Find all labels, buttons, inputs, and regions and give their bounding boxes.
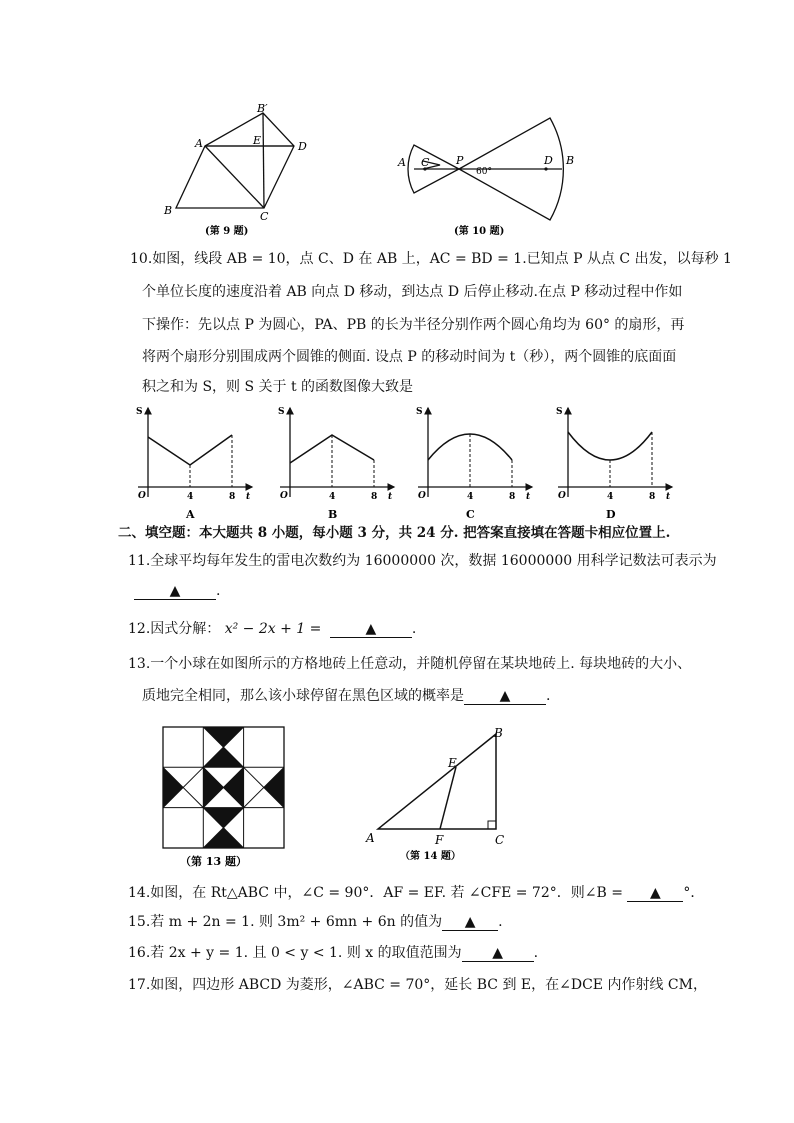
q10-line-1: 10.如图，线段 AB = 10，点 C、D 在 AB 上，AC = BD = 1.已知点 P 从点 C 出发，以每秒 1	[130, 251, 732, 267]
option-b-o: O	[280, 491, 288, 501]
q10-line-5: 积之和为 S，则 S 关于 t 的函数图像大致是	[142, 379, 414, 395]
q15-end: .	[498, 914, 503, 930]
option-d-o: O	[558, 491, 566, 501]
q15-line	[128, 913, 503, 931]
option-c-t4: 4	[467, 492, 474, 502]
option-b-t4: 4	[329, 492, 336, 502]
fig14-label-a: A	[366, 831, 375, 845]
option-a-o: O	[138, 491, 146, 501]
q16-end: .	[533, 945, 539, 961]
q13-line-2	[142, 687, 550, 705]
fig10-label-p: P	[456, 154, 464, 167]
q11-answer	[134, 582, 220, 600]
option-d-label: D	[606, 508, 616, 521]
fig14-label-b: B	[494, 726, 503, 740]
fig10-label-a: A	[398, 156, 406, 169]
option-a-label: A	[186, 508, 195, 521]
q14-blank[interactable]: ▲	[627, 885, 683, 902]
option-d-t: t	[666, 492, 671, 502]
q10-option-graphs	[128, 402, 688, 522]
q16-text: 16.若 2x + y = 1. 且 0 < y < 1. 则 x 的取值范围为	[128, 945, 462, 961]
option-c-t8: 8	[509, 492, 516, 502]
fig10-caption: (第 10 题)	[454, 226, 505, 237]
fig9-caption: (第 9 题)	[205, 226, 249, 237]
option-c-label: C	[466, 508, 475, 521]
figure-9	[160, 100, 320, 240]
fig9-label-d: D	[298, 140, 307, 153]
q11-end: .	[216, 583, 221, 599]
figure-14	[360, 722, 520, 867]
q16-line	[128, 944, 538, 962]
fig9-label-b: B	[164, 204, 173, 217]
option-c-s: S	[416, 407, 423, 417]
q10-line-2: 个单位长度的速度沿着 AB 向点 D 移动，到达点 D 后停止移动.在点 P 移动过程中作如	[142, 284, 683, 300]
option-b-t: t	[388, 492, 393, 502]
fig10-label-d: D	[544, 154, 553, 167]
fig14-label-f: F	[435, 833, 444, 847]
q13-line-1: 13.一个小球在如图所示的方格地砖上任意动，并随机停留在某块地砖上. 每块地砖的大小、	[128, 656, 692, 672]
section-2-heading: 二、填空题：本大题共 8 小题，每小题 3 分，共 24 分. 把答案直接填在答题卡相应位置上.	[118, 525, 671, 541]
option-a-t8: 8	[229, 492, 236, 502]
option-d-t4: 4	[607, 492, 614, 502]
q10-line-4: 将两个扇形分别围成两个圆锥的侧面. 设点 P 的移动时间为 t（秒），两个圆锥的底面面	[142, 349, 677, 365]
fig14-label-c: C	[495, 833, 505, 847]
q13-end: .	[546, 688, 551, 704]
fig9-label-e: E	[253, 134, 262, 147]
q12-expr: x² − 2x + 1 =	[224, 621, 322, 637]
q14-text: 14.如图，在 Rt△ABC 中，∠C = 90°．AF = EF. 若 ∠CFE = 72°．则∠B =	[128, 885, 623, 901]
option-a-s: S	[136, 407, 143, 417]
fig14-caption: （第 14 题）	[400, 851, 461, 862]
q15-blank[interactable]: ▲	[442, 914, 498, 931]
fig10-label-c: C	[421, 156, 430, 169]
fig10-label-angle: 60°	[476, 167, 492, 177]
option-b-label: B	[328, 508, 338, 521]
option-c-t: t	[526, 492, 531, 502]
option-a-t: t	[246, 492, 251, 502]
fig13-caption: （第 13 题）	[180, 855, 247, 868]
q13-blank[interactable]: ▲	[464, 688, 546, 705]
figure-13	[158, 722, 288, 872]
option-c-graph	[416, 407, 532, 521]
option-d-s: S	[556, 407, 563, 417]
q11-line-1: 11.全球平均每年发生的雷电次数约为 16000000 次，数据 16000000 用科学记数法可表示为	[128, 553, 717, 569]
fig9-label-c: C	[260, 210, 269, 223]
option-d-t8: 8	[649, 492, 656, 502]
q12-prefix: 12.因式分解：	[128, 621, 221, 637]
q10-line-3: 下操作：先以点 P 为圆心，PA、PB 的长为半径分别作两个圆心角均为 60° 的扇形，再	[142, 317, 685, 333]
fig9-label-a: A	[195, 137, 203, 150]
option-b-s: S	[278, 407, 285, 417]
figure-10	[392, 110, 592, 238]
fig14-label-e: E	[448, 756, 457, 770]
q14-end: °．	[683, 885, 705, 901]
q11-blank[interactable]: ▲	[134, 583, 216, 600]
option-d-graph	[556, 407, 672, 521]
fig10-label-b: B	[566, 154, 575, 167]
q16-blank[interactable]: ▲	[462, 945, 534, 962]
q13-line-2-text: 质地完全相同，那么该小球停留在黑色区域的概率是	[142, 688, 464, 704]
option-a-graph	[136, 407, 252, 521]
q12-blank[interactable]: ▲	[330, 621, 412, 638]
q12-line	[128, 620, 416, 638]
q14-line	[128, 884, 704, 902]
option-c-o: O	[418, 491, 426, 501]
option-b-graph	[278, 407, 394, 521]
q15-text: 15.若 m + 2n = 1. 则 3m² + 6mn + 6n 的值为	[128, 914, 443, 930]
option-b-t8: 8	[371, 492, 378, 502]
option-a-t4: 4	[187, 492, 194, 502]
q12-end: .	[411, 621, 417, 637]
fig9-label-b-prime: B′	[257, 102, 268, 115]
q17-line: 17.如图，四边形 ABCD 为菱形，∠ABC = 70°，延长 BC 到 E，在∠DCE 内作射线 CM，	[128, 977, 707, 993]
